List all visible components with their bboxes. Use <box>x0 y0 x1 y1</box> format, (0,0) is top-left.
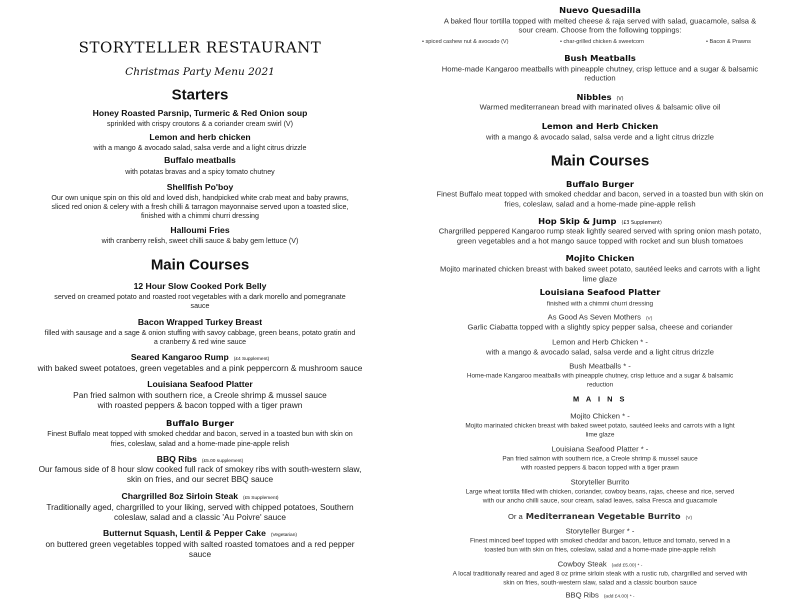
supplement-note: (V) <box>616 97 624 103</box>
menu-item-name-bold: Mediterranean Vegetable Burrito <box>525 511 681 522</box>
menu-item-name <box>0 156 400 166</box>
text: Finest Buffalo meat topped with smoked cheddar and bacon, served in a toasted bun with skin on <box>47 429 353 438</box>
text: Or a <box>507 512 523 522</box>
menu-item-name <box>400 446 800 455</box>
topping-option: • char-grilled chicken & sweetcorn <box>560 39 645 45</box>
text: Halloumi Fries <box>170 225 230 236</box>
text: BBQ Ribs <box>565 590 599 600</box>
menu-item-description <box>400 488 800 495</box>
menu-item-name <box>400 561 800 570</box>
text: Hop Skip & Jump <box>538 216 617 227</box>
menu-item-description <box>400 191 800 200</box>
menu-item-description <box>0 237 400 245</box>
section-heading-main-courses <box>400 152 800 169</box>
menu-item-description <box>0 194 400 202</box>
text: 12 Hour Slow Cooked Pork Belly <box>133 281 267 292</box>
text: BBQ Ribs <box>156 454 197 465</box>
text: Our own unique spin on this old and loved dish, handpicked white crab meat and baby prawns, <box>51 193 349 202</box>
text: Starters <box>171 86 229 104</box>
text: Nuevo Quesadilla <box>559 5 641 16</box>
section-heading-mains <box>400 396 800 405</box>
text: STORYTELLER RESTAURANT <box>78 38 322 57</box>
text: Mojito Chicken * - <box>570 411 630 421</box>
text: fries, coleslaw, salad and a home-made pine-apple relish <box>504 199 696 209</box>
text: Nibbles <box>576 92 612 103</box>
menu-item-description <box>400 579 800 586</box>
menu-item-description <box>0 302 400 310</box>
menu-item-name <box>0 133 400 143</box>
menu-item-description <box>400 497 800 504</box>
text: Mojito marinated chicken breast with baked sweet potato, sautéed leeks and carrots with a light <box>465 422 735 430</box>
menu-item-name <box>0 318 400 328</box>
menu-item-description <box>400 276 800 285</box>
text: reduction <box>586 381 614 389</box>
section-heading-starters <box>0 86 400 103</box>
text: Garlic Ciabatta topped with a slightly spicy pepper salsa, cheese and coriander <box>467 322 733 332</box>
menu-item-name <box>400 339 800 348</box>
menu-item-description <box>0 338 400 346</box>
text: skin on fries, and our secret BBQ sauce <box>126 474 274 485</box>
menu-subtitle <box>0 66 400 78</box>
topping-option: • Bacon & Prawns <box>706 39 751 45</box>
menu-item-description <box>0 212 400 220</box>
text: on buttered green vegetables topped with salted roasted tomatoes and a red pepper <box>45 539 355 550</box>
menu-item-description <box>400 201 800 210</box>
menu-item-name <box>400 54 800 64</box>
text: Louisiana Seafood Platter <box>147 379 253 390</box>
menu-item-name <box>0 353 400 363</box>
text: filled with sausage and a sage & onion stuffing with savoy cabbage, green beans, potato gratin and <box>44 328 356 337</box>
menu-item-description <box>0 364 400 374</box>
menu-item-name <box>0 226 400 236</box>
menu-item-description <box>0 440 400 448</box>
text: coleslaw, salad and a classic 'Au Poivre' sauce <box>114 512 286 523</box>
menu-item-description <box>400 27 800 36</box>
menu-item-name <box>400 314 800 323</box>
text: Home-made Kangaroo meatballs with pineapple chutney, crisp lettuce and a sugar & balsamic <box>466 372 734 380</box>
text: with a mango & avocado salad, salsa verde and a light citrus drizzle <box>93 143 307 152</box>
menu-item-description <box>0 475 400 485</box>
supplement-note: (Vegetarian) <box>270 533 297 539</box>
menu-item-name <box>400 592 800 600</box>
supplement-note: (£5.00 supplement) <box>201 459 244 465</box>
menu-item-description <box>0 203 400 211</box>
supplement-note: (£4 Supplement) <box>233 357 270 363</box>
menu-item-description <box>0 120 400 128</box>
text: Lemon and Herb Chicken <box>541 121 659 132</box>
menu-item-description <box>400 349 800 358</box>
text: Large wheat tortilla filled with chicken, coriander, cowboy beans, rajas, cheese and rice, served <box>465 488 735 496</box>
text: Lemon and herb chicken <box>149 132 251 143</box>
menu-item-description <box>0 329 400 337</box>
text: with roasted peppers & bacon topped with a tiger prawn <box>97 400 303 411</box>
text: fries, coleslaw, salad and a home-made pine-apple relish <box>110 439 290 448</box>
text: Warmed mediterranean bread with marinated olives & balsamic olive oil <box>479 102 721 112</box>
text: Chargrilled 8oz Sirloin Steak <box>121 491 239 502</box>
text: Storyteller Burger * - <box>565 526 635 536</box>
text: Storyteller Burrito <box>570 477 630 487</box>
text: Shellfish Po'boy <box>166 182 234 193</box>
text: Finest Buffalo meat topped with smoked cheddar and bacon, served in a toasted bun with skin on <box>436 189 764 199</box>
menu-item-description <box>400 300 800 307</box>
text: Louisiana Seafood Platter <box>539 287 661 298</box>
menu-item-description <box>0 401 400 411</box>
menu-item-description <box>400 104 800 113</box>
text: sliced red onion & celery with a fresh chilli & tarragon mayonnaise served upon a toasted slice, <box>51 202 349 211</box>
text: with potatas bravas and a spicy tomato chutney <box>125 167 275 176</box>
text: sauce <box>188 549 212 560</box>
menu-item-description <box>0 293 400 301</box>
menu-item-description <box>0 430 400 438</box>
text: Traditionally aged, chargrilled to your liking, served with chipped potatoes, Southern <box>46 502 354 513</box>
text: with roasted peppers & bacon topped with a tiger prawn <box>521 464 679 472</box>
menu-item-description <box>400 228 800 237</box>
menu-item-description <box>400 75 800 84</box>
menu-item-name <box>400 413 800 422</box>
text: Home-made Kangaroo meatballs with pineapple chutney, crisp lettuce and a sugar & balsamic <box>441 64 759 74</box>
text: Christmas Party Menu 2021 <box>125 65 275 78</box>
text: Butternut Squash, Lentil & Pepper Cake <box>103 528 266 539</box>
text: sauce <box>190 301 210 310</box>
menu-item-description <box>400 238 800 247</box>
text: Bush Meatballs * - <box>569 361 631 371</box>
text: finished with a chimmi churri dressing <box>141 211 259 220</box>
text: Chargrilled peppered Kangaroo rump steak lightly seared served with spring onion mash potato, <box>438 226 762 236</box>
menu-item-description <box>0 168 400 176</box>
menu-item-description <box>400 324 800 333</box>
text: toasted bun with skin on fries, coleslaw, salad and a home-made pine-apple relish <box>484 546 716 554</box>
supplement-note: (add £5.00) * - <box>611 563 643 569</box>
text: Honey Roasted Parsnip, Turmeric & Red Onion soup <box>92 108 308 119</box>
menu-item-description <box>400 570 800 577</box>
menu-page-right <box>400 0 800 600</box>
text: A local traditionally reared and aged 8 oz prime sirloin steak with a rustic rub, chargrilled and served with <box>452 570 748 578</box>
supplement-note: (£3 Supplement) <box>621 221 662 227</box>
text: M A I N S <box>573 394 627 404</box>
text: lime glaze <box>582 274 618 284</box>
menu-item-name <box>0 419 400 429</box>
text: with a mango & avocado salad, salsa verde and a light citrus drizzle <box>486 347 714 357</box>
menu-item-name <box>400 180 800 190</box>
text: Cowboy Steak <box>557 559 607 569</box>
text: Finest minced beef topped with smoked cheddar and bacon, lettuce and tomato, served in a <box>469 537 731 545</box>
supplement-note: (£5 Supplement) <box>243 496 279 502</box>
text: Buffalo Burger <box>566 179 634 190</box>
menu-item-description <box>400 537 800 544</box>
text: lime glaze <box>585 431 615 439</box>
menu-item-name <box>400 217 800 227</box>
text: green vegetables and a hot mango sauce topped with rocket and sun blush tomatoes <box>456 236 744 246</box>
menu-item-name <box>400 479 800 488</box>
menu-item-name <box>400 363 800 372</box>
text: finished with a chimmi churri dressing <box>546 300 654 308</box>
text: Louisiana Seafood Platter * - <box>551 444 649 454</box>
text: Pan fried salmon with southern rice, a Creole shrimp & mussel sauce <box>502 455 698 463</box>
menu-item-name <box>400 93 800 103</box>
menu-item-description <box>0 550 400 560</box>
text: As Good As Seven Mothers <box>547 312 641 322</box>
menu-item-name <box>0 492 400 502</box>
text: Mojito marinated chicken breast with baked sweet potato, sautéed leeks and carrots with a light <box>440 264 760 274</box>
text: with our ancho chilli sauce, sour cream, salad leaves, salsa Fresca and guacamole <box>482 497 718 505</box>
text: Buffalo Burger <box>166 418 234 429</box>
text: Seared Kangaroo Rump <box>130 352 229 363</box>
text: a cranberry & red wine sauce <box>153 337 247 346</box>
text: with cranberry relish, sweet chilli sauce & baby gem lettuce (V) <box>101 236 299 245</box>
text: A baked flour tortilla topped with melted cheese & raja served with salad, guacamole, salsa & <box>443 16 757 26</box>
text: Main Courses <box>550 152 650 170</box>
menu-item-description <box>400 464 800 471</box>
menu-item-description <box>400 266 800 275</box>
menu-item-description <box>400 455 800 462</box>
text: Lemon and Herb Chicken * - <box>552 337 648 347</box>
text: skin on fries, south-western slaw, salad and a classic bourbon sauce <box>503 579 697 587</box>
menu-item-description <box>0 144 400 152</box>
menu-item-description <box>400 134 800 143</box>
menu-item-name <box>400 6 800 16</box>
menu-item-description <box>400 422 800 429</box>
section-heading-main-courses <box>0 256 400 273</box>
menu-item-name <box>0 529 400 539</box>
menu-item-description <box>400 546 800 553</box>
menu-item-name <box>0 109 400 119</box>
menu-item-name <box>0 183 400 193</box>
menu-item-name <box>400 122 800 132</box>
text: with baked sweet potatoes, green vegetables and a pink peppercorn & mushroom sauce <box>37 363 363 374</box>
topping-option: • spiced cashew nut & avocado (V) <box>422 39 509 45</box>
menu-item-name <box>400 528 800 537</box>
text: Main Courses <box>150 256 250 274</box>
menu-item-description <box>400 431 800 438</box>
text: Pan fried salmon with southern rice, a Creole shrimp & mussel sauce <box>73 390 327 401</box>
menu-item-name <box>0 380 400 390</box>
supplement-note: (V) <box>685 516 693 522</box>
menu-item-name <box>400 254 800 264</box>
menu-item-description <box>400 381 800 388</box>
text: sprinkled with crispy croutons & a coriander cream swirl (V) <box>106 119 294 128</box>
menu-item-name <box>0 282 400 292</box>
text: with a mango & avocado salad, salsa verde and a light citrus drizzle <box>486 132 714 142</box>
text: sour cream. Choose from the following toppings: <box>518 25 682 35</box>
text: reduction <box>584 73 616 83</box>
text: Bacon Wrapped Turkey Breast <box>137 317 263 328</box>
menu-item-description <box>0 513 400 523</box>
menu-item-name <box>400 288 800 298</box>
text: Our famous side of 8 hour slow cooked full rack of smokey ribs with south-western slaw, <box>38 464 362 475</box>
restaurant-title <box>0 39 400 56</box>
text: Bush Meatballs <box>564 53 636 64</box>
menu-item-description <box>400 372 800 379</box>
text: Buffalo meatballs <box>164 155 236 166</box>
supplement-note: (V) <box>645 316 653 322</box>
supplement-note: (add £4.00) * - <box>603 594 635 600</box>
text: served on creamed potato and roasted root vegetables with a dark morello and pomegranate <box>54 292 346 301</box>
menu-item-name <box>400 512 800 522</box>
text: Mojito Chicken <box>565 253 635 264</box>
